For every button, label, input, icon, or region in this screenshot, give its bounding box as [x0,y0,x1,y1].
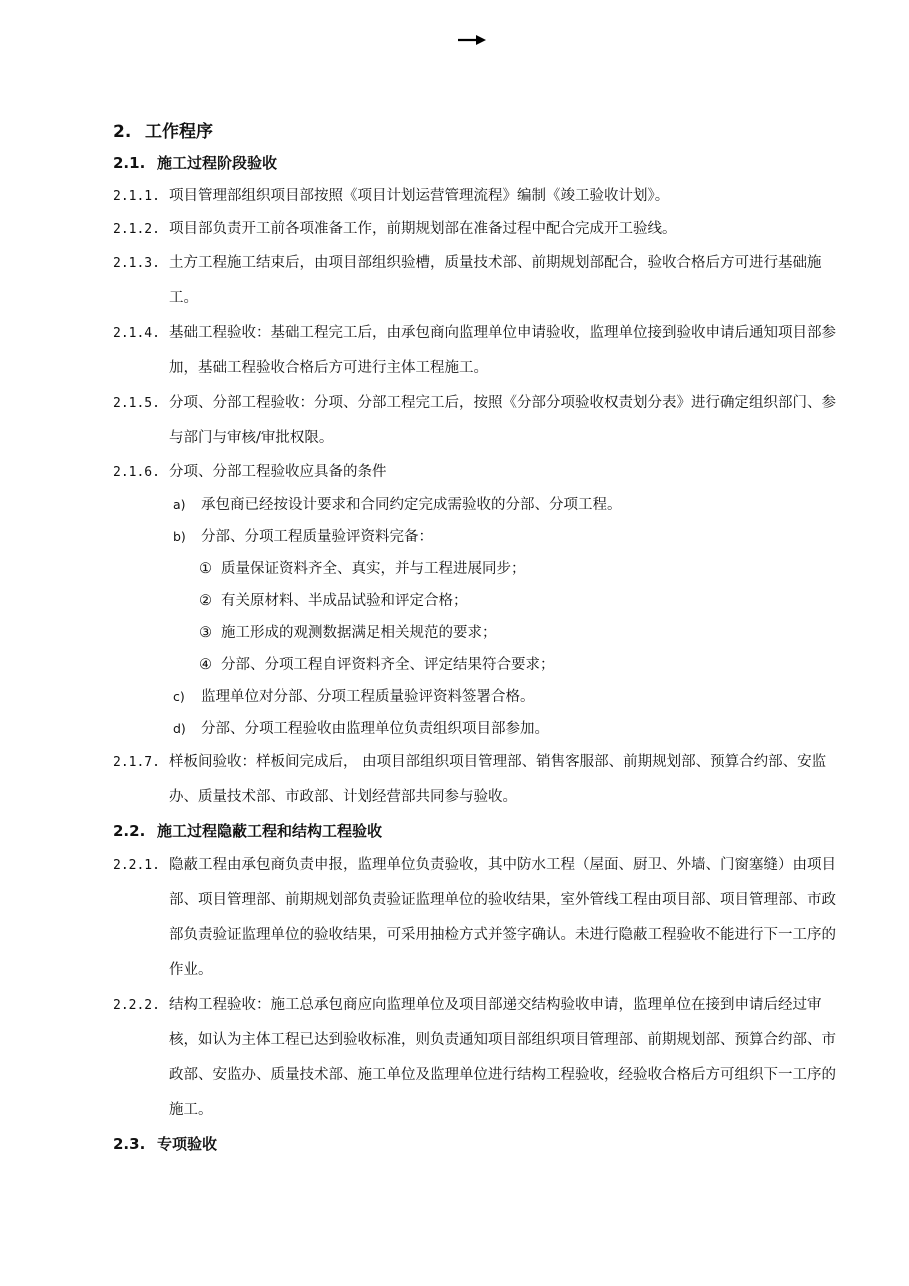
clause-text: 结构工程验收：施工总承包商应向监理单位及项目部递交结构验收申请，监理单位在接到申请后经过审核，如认为主体工程已达到验收标准，则负责通知项目部组织项目管理部、前期规划部、预算合约部、市政部、安监办、质量技术部、施工单位及监理单位进行结构工程验收，经验收合格后方可组织下一工序的施工。 [169,997,836,1118]
clause-item [113,316,843,386]
clause-text: 项目部负责开工前各项准备工作，前期规划部在准备过程中配合完成开工验线。 [169,221,677,237]
sub-point-text: 有关原材料、半成品试验和评定合格； [221,593,468,609]
clause-text: 土方工程施工结束后，由项目部组织验槽，质量技术部、前期规划部配合，验收合格后方可进行基础施工。 [169,255,822,306]
arrow-right-icon [457,32,487,48]
clause-number: 2.1.3. [113,256,160,271]
condition-text: 分部、分项工程质量验评资料完备： [201,529,433,545]
subsection-heading [113,815,843,848]
section-heading [113,117,843,147]
sub-point [113,553,843,585]
subsection-number: 2.3. [113,1135,146,1153]
subsection-heading [113,1128,843,1161]
sub-point-label: ④ [199,657,212,673]
condition-text: 承包商已经按设计要求和合同约定完成需验收的分部、分项工程。 [201,497,622,513]
clause-number: 2.1.4. [113,326,160,341]
clause-text: 分项、分部工程验收应具备的条件 [169,464,387,480]
subsection-heading [113,147,843,180]
sub-point-label: ③ [199,625,212,641]
clause-number: 2.1.5. [113,396,160,411]
clause-text: 隐蔽工程由承包商负责申报，监理单位负责验收，其中防水工程（屋面、厨卫、外墙、门窗塞缝）由项目部、项目管理部、前期规划部负责验证监理单位的验收结果，室外管线工程由项目部、项目管理部、市政部负责验证监理单位的验收结果，可采用抽检方式并签字确认。未进行隐蔽工程验收不能进行下一工序的作业。 [169,857,836,978]
sub-point-label: ① [199,561,212,577]
clause-text: 项目管理部组织项目部按照《项目计划运营管理流程》编制《竣工验收计划》。 [169,188,670,204]
clause-number: 2.1.2. [113,222,160,237]
clause-item [113,180,843,213]
clause-number: 2.1.1. [113,189,160,204]
clause-item [113,246,843,316]
clause-text: 基础工程验收：基础工程完工后，由承包商向监理单位申请验收，监理单位接到验收申请后通知项目部参加，基础工程验收合格后方可进行主体工程施工。 [169,325,836,376]
condition-text: 监理单位对分部、分项工程质量验评资料签署合格。 [201,689,535,705]
subsection-title: 施工过程阶段验收 [157,154,278,172]
document-content [113,117,843,1161]
section-number: 2. [113,122,132,142]
subsection-number: 2.2. [113,822,146,840]
clause-item [113,213,843,246]
condition-item [113,681,843,713]
condition-item [113,713,843,745]
clause-number: 2.1.7. [113,755,160,770]
sub-point-label: ② [199,593,212,609]
sub-point-text: 质量保证资料齐全、真实，并与工程进展同步； [221,561,526,577]
clause-text: 分项、分部工程验收：分项、分部工程完工后，按照《分部分项验收权责划分表》进行确定组织部门、参与部门与审核/审批权限。 [169,395,836,446]
sub-point [113,617,843,649]
condition-item [113,521,843,553]
clause-number: 2.2.1. [113,858,160,873]
clause-text: 样板间验收：样板间完成后， 由项目部组织项目管理部、销售客服部、前期规划部、预算合约部、安监办、质量技术部、市政部、计划经营部共同参与验收。 [169,754,827,805]
clause-number: 2.2.2. [113,998,160,1013]
condition-item [113,489,843,521]
subsection-title: 施工过程隐蔽工程和结构工程验收 [157,822,383,840]
clause-number: 2.1.6. [113,465,160,480]
sub-point-text: 分部、分项工程自评资料齐全、评定结果符合要求； [221,657,555,673]
clause-item [113,386,843,456]
clause-item [113,988,843,1128]
clause-item [113,848,843,988]
condition-label: d) [173,721,186,736]
subsection-number: 2.1. [113,154,146,172]
condition-label: a) [173,497,186,512]
sub-point-text: 施工形成的观测数据满足相关规范的要求； [221,625,497,641]
condition-label: c) [173,689,185,704]
clause-item [113,456,843,489]
section-title: 工作程序 [145,122,213,142]
condition-label: b) [173,529,186,544]
clause-item [113,745,843,815]
sub-point [113,585,843,617]
condition-text: 分部、分项工程验收由监理单位负责组织项目部参加。 [201,721,549,737]
sub-point [113,649,843,681]
subsection-title: 专项验收 [157,1135,218,1153]
